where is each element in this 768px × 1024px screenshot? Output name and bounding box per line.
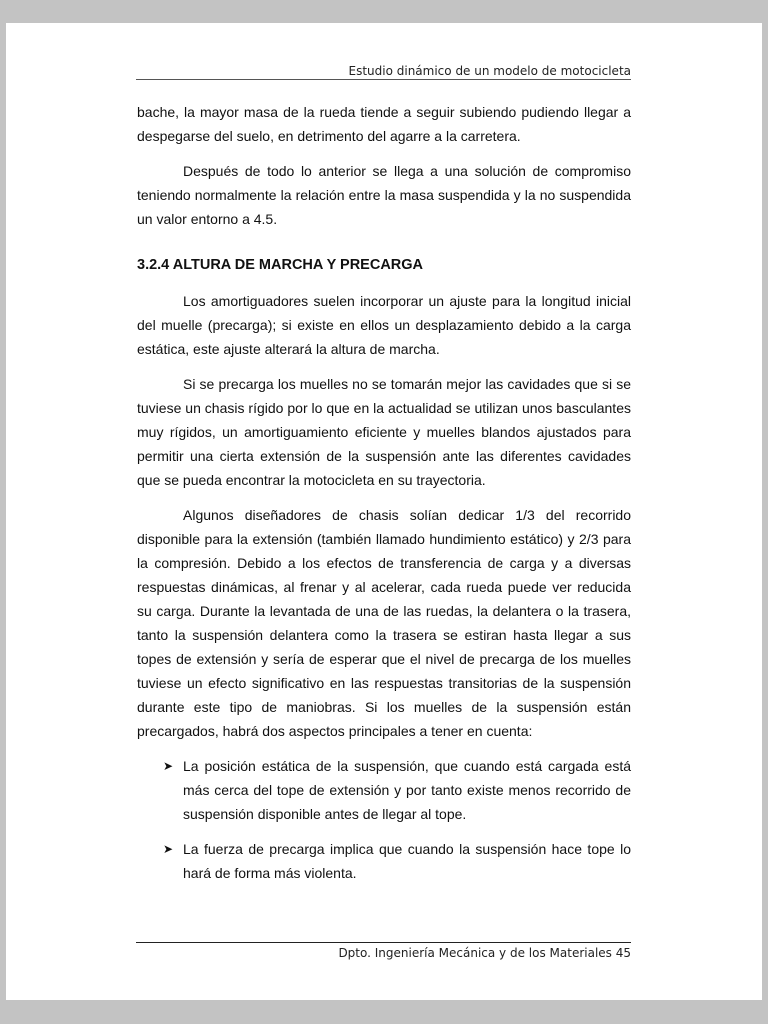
paragraph-preload-springs: Si se precarga los muelles no se tomarán mejor las cavidades que si se tuviese un chasis rígido por lo que en la actualidad se utilizan unos basculantes muy rígidos, un amortiguamiento eficiente y muelles blandos ajustados para permitir una cierta extensión de la suspensión ante las diferentes cavidades que se pueda encontrar la motocicleta en su trayectoria. — [137, 376, 631, 488]
paragraph-preload-adjust: Los amortiguadores suelen incorporar un ajuste para la longitud inicial del muelle (precarga); si existe en ellos un desplazamiento debido a la carga estática, este ajuste alterará la altura de marcha. — [137, 293, 631, 357]
list-item — [137, 754, 631, 826]
paragraph-compromise: Después de todo lo anterior se llega a una solución de compromiso teniendo normalmente la relación entre la masa suspendida y la no suspendida un valor entorno a 4.5. — [137, 163, 631, 227]
header-divider — [136, 79, 631, 80]
arrowhead-bullet-icon: ➤ — [163, 842, 174, 856]
running-footer: Dpto. Ingeniería Mecánica y de los Materiales 45 — [338, 946, 631, 960]
paragraph-continuation: bache, la mayor masa de la rueda tiende a seguir subiendo pudiendo llegar a despegarse del suelo, en detrimento del agarre a la carretera. — [137, 104, 631, 144]
footer-divider — [136, 942, 631, 943]
list-item-text: La posición estática de la suspensión, que cuando está cargada está más cerca del tope de extensión y por tanto existe menos recorrido de suspensión disponible antes de llegar al tope. — [183, 758, 631, 822]
list-item — [137, 837, 631, 885]
section-heading: 3.2.4 ALTURA DE MARCHA Y PRECARGA — [137, 257, 424, 273]
running-header: Estudio dinámico de un modelo de motocicleta — [348, 64, 631, 78]
aspects-list — [137, 754, 631, 885]
document-page — [6, 23, 762, 1000]
paragraph-chassis-designers: Algunos diseñadores de chasis solían dedicar 1/3 del recorrido disponible para la extensión (también llamado hundimiento estático) y 2/3 para la compresión. Debido a los efectos de transferencia de carga y a diversas respuestas dinámicas, al frenar y al acelerar, cada rueda puede ver reducida su carga. Durante la levantada de una de las ruedas, la delantera o la trasera, tanto la suspensión delantera como la trasera se estiran hasta llegar a sus topes de extensión y sería de esperar que el nivel de precarga de los muelles tuviese un efecto significativo en las respuestas transitorias de la suspensión durante este tipo de maniobras. Si los muelles de la suspensión están precargados, habrá dos aspectos principales a tener en cuenta: — [137, 507, 631, 739]
page-body — [137, 100, 631, 896]
arrowhead-bullet-icon: ➤ — [163, 759, 174, 773]
list-item-text: La fuerza de precarga implica que cuando la suspensión hace tope lo hará de forma más violenta. — [183, 841, 631, 881]
